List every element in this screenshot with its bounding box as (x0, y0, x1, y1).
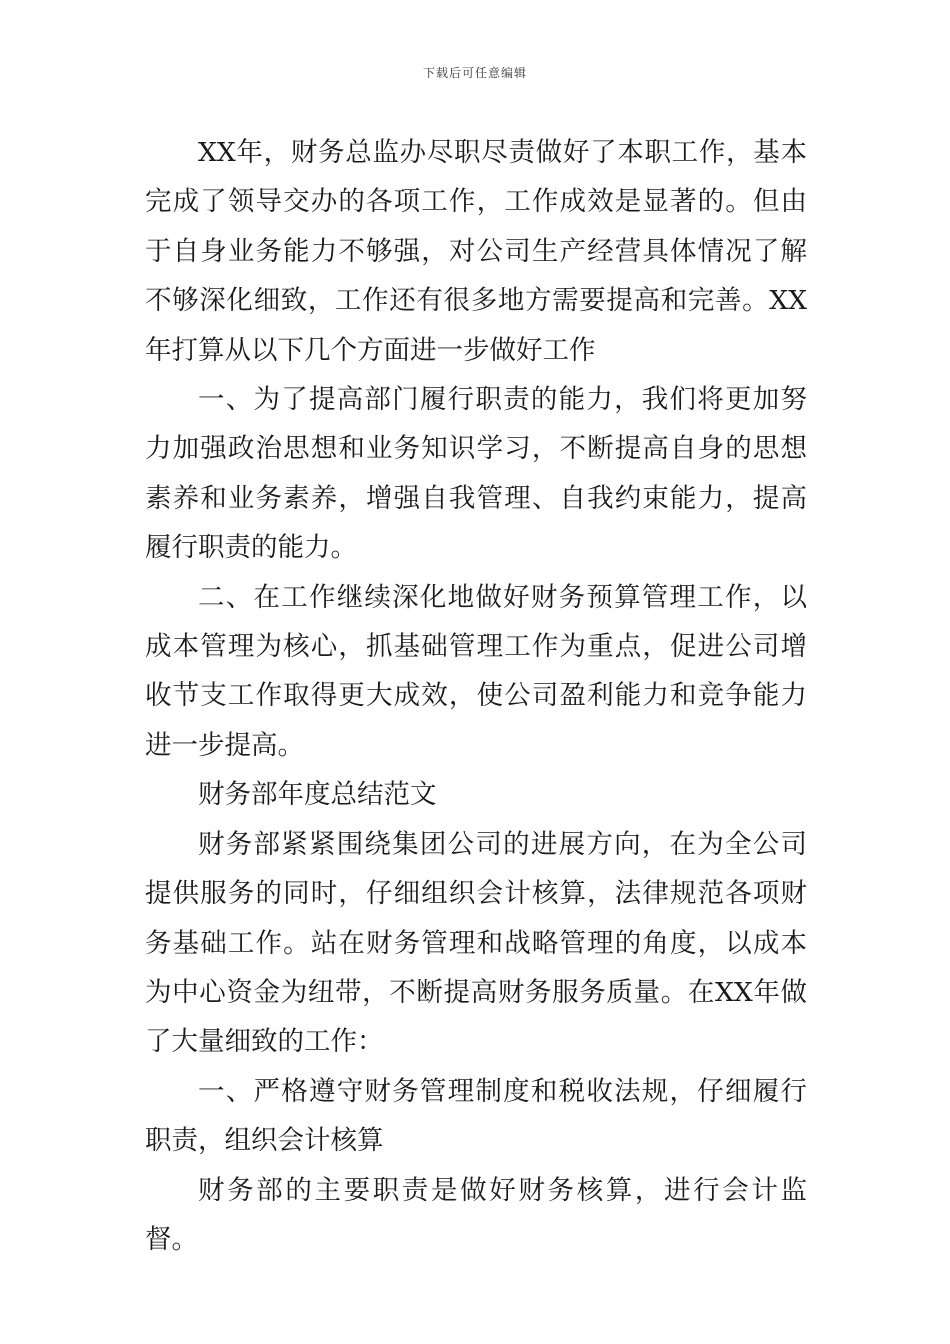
paragraph-point-one: 一、为了提高部门履行职责的能力，我们将更加努力加强政治思想和业务知识学习，不断提高自身的思想素养和业务素养，增强自我管理、自我约束能力，提高履行职责的能力。 (145, 384, 807, 564)
paragraph-heading-one: 一、严格遵守财务管理制度和税收法规，仔细履行职责，组织会计核算 (145, 1075, 807, 1157)
section-title: 财务部年度总结范文 (198, 779, 437, 811)
document-body (145, 128, 807, 1264)
paragraph-main-duties: 财务部的主要职责是做好财务核算，进行会计监督。 (145, 1174, 807, 1255)
paragraph-finance-dept-intro: 财务部紧紧围绕集团公司的进展方向，在为全公司提供服务的同时，仔细组织会计核算，法律规范各项财务基础工作。站在财务管理和战略管理的角度，以成本为中心资金为纽带，不断提高财务服务质量。在XX年做了大量细致的工作： (145, 828, 807, 1058)
page-header-note: 下载后可任意编辑 (422, 66, 527, 80)
paragraph-point-two: 二、在工作继续深化地做好财务预算管理工作，以成本管理为核心，抓基础管理工作为重点，促进公司增收节支工作取得更大成效，使公司盈利能力和竞争能力进一步提高。 (145, 581, 807, 761)
paragraph-summary-intro: XX年，财务总监办尽职尽责做好了本职工作，基本完成了领导交办的各项工作，工作成效是显著的。但由于自身业务能力不够强，对公司生产经营具体情况了解不够深化细致，工作还有很多地方需要提高和完善。XX年打算从以下几个方面进一步做好工作 (145, 137, 807, 366)
